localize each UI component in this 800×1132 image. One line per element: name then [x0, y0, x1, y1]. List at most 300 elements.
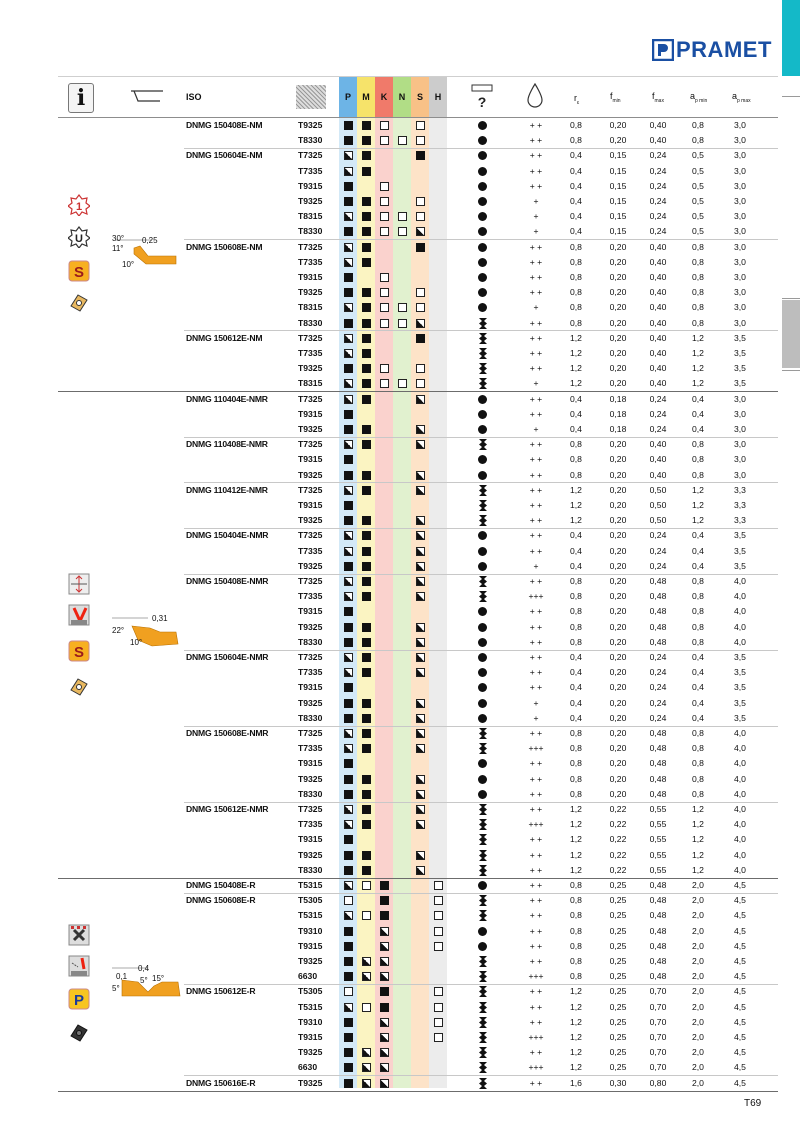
suitability-mark-s — [416, 653, 425, 662]
cell-fmax: 0,24 — [649, 393, 667, 404]
suitability-mark-m — [362, 744, 371, 753]
cell-fmax: 0,40 — [649, 469, 667, 480]
cell-apmax: 4,0 — [734, 621, 746, 632]
suitability-mark-p — [344, 547, 353, 556]
cell-rc: 1,6 — [570, 1077, 582, 1088]
grade-code: T8330 — [298, 712, 323, 723]
profile-label: 10° — [122, 260, 135, 269]
suitability-mark-m — [362, 364, 371, 373]
suitability-mark-m — [362, 243, 371, 252]
chip-dot-icon — [478, 182, 487, 191]
cell-fit: +++ — [528, 743, 544, 754]
suitability-mark-p — [344, 182, 353, 191]
table-row — [58, 787, 778, 802]
suitability-mark-m — [362, 866, 371, 875]
cell-fit: +++ — [528, 1062, 544, 1073]
suitability-mark-h — [434, 987, 443, 996]
grade-code: T7325 — [298, 241, 323, 252]
suitability-mark-h — [434, 927, 443, 936]
grade-code: T9325 — [298, 621, 323, 632]
grade-code: T7325 — [298, 576, 323, 586]
grade-code: T9325 — [298, 363, 323, 374]
suitability-mark-s — [416, 547, 425, 556]
cell-apmin: 0,5 — [692, 180, 704, 191]
cell-apmax: 3,5 — [734, 530, 746, 541]
iso-divider — [184, 726, 778, 727]
svg-text:?: ? — [477, 94, 487, 110]
cell-fmin: 0,25 — [609, 925, 627, 936]
grade-code: T9310 — [298, 1016, 323, 1027]
cell-apmin: 2,0 — [692, 1077, 704, 1088]
suitability-mark-m — [362, 258, 371, 267]
iso-divider — [184, 574, 778, 575]
cell-apmin: 1,2 — [692, 378, 704, 389]
cell-fit: + + — [529, 135, 543, 146]
cell-apmin: 0,4 — [692, 560, 704, 571]
cell-rc: 1,2 — [570, 834, 582, 845]
suitability-mark-p — [344, 638, 353, 647]
suitability-mark-n — [398, 227, 407, 236]
cell-apmax: 4,0 — [734, 804, 746, 814]
suitability-mark-k — [380, 379, 389, 388]
cell-fmax: 0,48 — [649, 636, 667, 647]
cell-apmax: 4,5 — [734, 956, 746, 966]
cell-rc: 0,8 — [570, 256, 582, 267]
cell-apmax: 4,0 — [734, 728, 746, 738]
suitability-mark-p — [344, 410, 353, 419]
suitability-mark-m — [362, 1079, 371, 1088]
chip-dot-icon — [478, 881, 487, 890]
iso-divider — [184, 650, 778, 651]
cell-rc: 0,8 — [570, 895, 582, 906]
cell-rc: 0,8 — [570, 317, 582, 328]
cell-apmin: 0,4 — [692, 682, 704, 693]
cell-apmax: 3,0 — [734, 226, 746, 237]
cell-fmax: 0,70 — [649, 1032, 667, 1042]
suitability-mark-k — [380, 136, 389, 145]
suitability-mark-m — [362, 699, 371, 708]
cell-apmax: 4,0 — [734, 591, 746, 602]
grade-code: T9325 — [298, 849, 323, 860]
cell-fit: + + — [529, 439, 543, 450]
cell-rc: 0,4 — [570, 408, 582, 419]
cell-fmin: 0,20 — [609, 317, 627, 328]
chip-bone-icon — [479, 576, 487, 587]
section-tab[interactable] — [782, 300, 800, 368]
cell-fmax: 0,48 — [649, 743, 667, 754]
suitability-mark-k — [380, 273, 389, 282]
grade-code: T9325 — [298, 424, 323, 434]
suitability-mark-m — [362, 334, 371, 343]
chip-dot-icon — [478, 121, 487, 130]
suitability-mark-k — [380, 1003, 389, 1012]
chip-dot-icon — [478, 425, 487, 434]
cell-fmax: 0,48 — [649, 621, 667, 632]
profile-label: 11° — [112, 244, 124, 253]
chip-dot-icon — [478, 395, 487, 404]
suitability-mark-p — [344, 683, 353, 692]
cell-fmin: 0,20 — [609, 530, 627, 541]
cell-apmin: 0,8 — [692, 454, 704, 465]
suitability-mark-h — [434, 1018, 443, 1027]
cell-fit: + + — [529, 408, 543, 419]
grade-code: T7325 — [298, 393, 323, 404]
chip-bone-icon — [479, 834, 487, 845]
suitability-mark-k — [380, 1063, 389, 1072]
suitability-mark-m — [362, 972, 371, 981]
suitability-mark-s — [416, 729, 425, 738]
brand-logo — [652, 37, 772, 63]
cell-fmax: 0,55 — [649, 804, 667, 814]
cell-fmax: 0,24 — [649, 652, 667, 662]
chip-bone-icon — [479, 318, 487, 329]
cell-fmax: 0,48 — [649, 956, 667, 966]
suitability-mark-s — [416, 699, 425, 708]
cell-fmin: 0,20 — [609, 378, 627, 389]
suitability-mark-m — [362, 379, 371, 388]
suitability-mark-s — [416, 288, 425, 297]
grade-code: T8315 — [298, 302, 323, 313]
suitability-mark-p — [344, 987, 353, 996]
iso-divider — [184, 802, 778, 803]
cell-fmin: 0,18 — [609, 393, 627, 404]
material-1-icon — [68, 194, 90, 216]
suitability-mark-p — [344, 1018, 353, 1027]
cell-apmin: 0,8 — [692, 621, 704, 632]
suitability-mark-s — [416, 212, 425, 221]
cell-apmin: 2,0 — [692, 1032, 704, 1042]
cell-fmax: 0,48 — [649, 925, 667, 936]
cell-apmin: 0,5 — [692, 226, 704, 237]
cell-apmin: 2,0 — [692, 1001, 704, 1012]
cell-fmax: 0,70 — [649, 1047, 667, 1058]
suitability-mark-k — [380, 927, 389, 936]
suitability-mark-p — [344, 851, 353, 860]
cell-fit: + + — [529, 363, 543, 374]
insert-shape-icon — [68, 292, 90, 314]
cell-rc: 1,2 — [570, 1047, 582, 1058]
cell-apmin: 0,5 — [692, 150, 704, 161]
cell-fit: + + — [529, 834, 543, 845]
suitability-mark-m — [362, 425, 371, 434]
iso-divider — [184, 330, 778, 331]
suitability-mark-m — [362, 288, 371, 297]
suitability-mark-m — [362, 653, 371, 662]
cell-fmin: 0,20 — [609, 606, 627, 617]
chip-bone-icon — [479, 819, 487, 830]
cell-apmax: 3,0 — [734, 439, 746, 450]
chip-dot-icon — [478, 410, 487, 419]
suitability-mark-p — [344, 562, 353, 571]
cell-apmax: 4,0 — [734, 758, 746, 769]
suitability-mark-s — [416, 136, 425, 145]
grade-code: T9315 — [298, 500, 323, 510]
suitability-mark-s — [416, 714, 425, 723]
material-header-m: M — [357, 77, 375, 117]
cell-fmin: 0,15 — [609, 196, 627, 206]
cell-apmin: 0,8 — [692, 135, 704, 146]
brand-mark-icon — [652, 39, 674, 61]
profile-label: 0,25 — [142, 236, 158, 245]
suitability-mark-m — [362, 881, 371, 890]
suitability-mark-n — [398, 136, 407, 145]
suitability-mark-m — [362, 197, 371, 206]
table-row — [58, 559, 778, 574]
cell-apmin: 0,8 — [692, 302, 704, 313]
suitability-mark-p — [344, 744, 353, 753]
cell-apmax: 3,3 — [734, 515, 746, 526]
cell-fmax: 0,40 — [649, 454, 667, 465]
cell-rc: 1,2 — [570, 500, 582, 510]
cell-fmin: 0,30 — [609, 1077, 627, 1088]
suitability-mark-m — [362, 577, 371, 586]
suitability-mark-s — [416, 227, 425, 236]
cell-apmin: 0,4 — [692, 697, 704, 708]
cell-apmax: 3,5 — [734, 712, 746, 723]
cell-fmax: 0,24 — [649, 530, 667, 541]
cell-fmin: 0,22 — [609, 864, 627, 875]
cell-fit: + + — [529, 940, 543, 951]
cell-apmax: 3,5 — [734, 697, 746, 708]
cell-apmin: 0,8 — [692, 576, 704, 586]
table-row — [58, 179, 778, 194]
chip-bone-icon — [479, 956, 487, 967]
cell-apmax: 4,5 — [734, 1016, 746, 1027]
cell-fmax: 0,40 — [649, 256, 667, 267]
cell-fmax: 0,70 — [649, 1001, 667, 1012]
suitability-mark-k — [380, 182, 389, 191]
cell-rc: 1,2 — [570, 819, 582, 830]
chip-dot-icon — [478, 471, 487, 480]
suitability-mark-k — [380, 1033, 389, 1042]
material-header-n: N — [393, 77, 411, 117]
suitability-mark-h — [434, 1033, 443, 1042]
cell-rc: 0,4 — [570, 712, 582, 723]
suitability-mark-k — [380, 364, 389, 373]
suitability-mark-n — [398, 212, 407, 221]
suitability-mark-h — [434, 942, 443, 951]
cell-rc: 0,8 — [570, 758, 582, 769]
cell-apmax: 3,5 — [734, 363, 746, 374]
cell-rc: 0,4 — [570, 545, 582, 556]
suitability-mark-m — [362, 151, 371, 160]
cell-fmax: 0,40 — [649, 439, 667, 450]
suitability-mark-k — [380, 972, 389, 981]
cell-fmax: 0,70 — [649, 986, 667, 997]
cell-rc: 0,8 — [570, 272, 582, 282]
suitability-mark-p — [344, 957, 353, 966]
iso-code: DNMG 150604E-NMR — [186, 652, 269, 662]
cell-apmax: 4,5 — [734, 895, 746, 906]
section-tab-active[interactable] — [782, 0, 800, 76]
cell-apmin: 0,4 — [692, 667, 704, 678]
suitability-mark-p — [344, 379, 353, 388]
cell-apmax: 4,0 — [734, 819, 746, 830]
grade-code: T9315 — [298, 682, 323, 693]
table-row — [58, 148, 778, 163]
cell-apmax: 3,0 — [734, 302, 746, 313]
cell-fmin: 0,20 — [609, 515, 627, 526]
suitability-mark-s — [416, 471, 425, 480]
cell-fmin: 0,25 — [609, 956, 627, 966]
cell-apmax: 3,0 — [734, 196, 746, 206]
cell-apmin: 0,8 — [692, 272, 704, 282]
cell-fit: + — [533, 378, 539, 389]
chip-bone-icon — [479, 804, 487, 815]
cell-fmin: 0,20 — [609, 652, 627, 662]
cell-apmax: 3,0 — [734, 272, 746, 282]
chip-dot-icon — [478, 288, 487, 297]
cell-rc: 0,4 — [570, 226, 582, 237]
suitability-mark-m — [362, 775, 371, 784]
cell-rc: 0,8 — [570, 956, 582, 966]
suitability-mark-p — [344, 501, 353, 510]
grade-code: T7325 — [298, 439, 323, 450]
table-bottom-line — [58, 1091, 778, 1092]
cell-fmin: 0,22 — [609, 819, 627, 830]
cell-apmin: 0,8 — [692, 728, 704, 738]
table-row — [58, 893, 778, 908]
table-row — [58, 422, 778, 437]
material-header-k: K — [375, 77, 393, 117]
suitability-mark-m — [362, 729, 371, 738]
chip-bone-icon — [479, 333, 487, 344]
chip-bone-icon — [479, 500, 487, 511]
table-row — [58, 711, 778, 726]
suitability-mark-m — [362, 471, 371, 480]
cell-rc: 1,2 — [570, 1032, 582, 1042]
grade-texture-icon — [296, 85, 326, 109]
cell-apmax: 3,5 — [734, 652, 746, 662]
cell-apmax: 3,5 — [734, 378, 746, 389]
suitability-mark-p — [344, 364, 353, 373]
suitability-mark-p — [344, 759, 353, 768]
cell-fmin: 0,20 — [609, 667, 627, 678]
cell-fit: + + — [529, 621, 543, 632]
suitability-mark-h — [434, 896, 443, 905]
iso-divider — [184, 984, 778, 985]
cell-fit: + + — [529, 256, 543, 267]
cell-apmax: 4,0 — [734, 773, 746, 784]
iso-divider — [184, 437, 778, 438]
cell-apmax: 3,0 — [734, 165, 746, 176]
cell-apmin: 2,0 — [692, 1016, 704, 1027]
cell-fit: + + — [529, 667, 543, 678]
cell-apmax: 4,5 — [734, 971, 746, 982]
cell-fmin: 0,20 — [609, 469, 627, 480]
cell-apmin: 1,2 — [692, 484, 704, 495]
cell-apmax: 3,0 — [734, 424, 746, 434]
suitability-mark-p — [344, 1003, 353, 1012]
table-row — [58, 924, 778, 939]
cell-fmin: 0,20 — [609, 135, 627, 146]
table-row — [58, 741, 778, 756]
chip-bone-icon — [479, 850, 487, 861]
profile-label: 0,1 — [116, 972, 128, 981]
suitability-mark-m — [362, 395, 371, 404]
cell-rc: 1,2 — [570, 484, 582, 495]
cell-fit: + + — [529, 895, 543, 906]
cell-apmin: 0,8 — [692, 439, 704, 450]
table-row — [58, 513, 778, 528]
rc-header: $r_\varepsilon$ — [574, 93, 580, 106]
cell-apmin: 0,4 — [692, 424, 704, 434]
chip-dot-icon — [478, 531, 487, 540]
chipbreaker-question-icon[interactable] — [470, 83, 494, 111]
chip-bone-icon — [479, 515, 487, 526]
apmin-header: $a_{p min}$ — [690, 91, 708, 104]
cell-apmin: 0,5 — [692, 211, 704, 222]
cell-rc: 1,2 — [570, 864, 582, 875]
suitability-mark-p — [344, 942, 353, 951]
cell-fit: + + — [529, 925, 543, 936]
suitability-mark-m — [362, 820, 371, 829]
info-icon[interactable]: i — [68, 83, 94, 113]
suitability-mark-s — [416, 303, 425, 312]
cell-fmax: 0,50 — [649, 484, 667, 495]
suitability-mark-p — [344, 577, 353, 586]
suitability-mark-k — [380, 957, 389, 966]
grade-code: T9325 — [298, 515, 323, 526]
cell-fmax: 0,24 — [649, 424, 667, 434]
cell-apmin: 1,2 — [692, 500, 704, 510]
suitability-mark-p — [344, 303, 353, 312]
suitability-mark-k — [380, 212, 389, 221]
cell-fit: + + — [529, 500, 543, 510]
suitability-mark-s — [416, 197, 425, 206]
cell-apmax: 3,0 — [734, 393, 746, 404]
cell-fit: + — [533, 226, 539, 237]
suitability-mark-k — [380, 121, 389, 130]
grade-code: T7335 — [298, 348, 323, 358]
cell-apmax: 4,5 — [734, 910, 746, 921]
cell-rc: 1,2 — [570, 1016, 582, 1027]
cell-fit: + + — [529, 864, 543, 875]
suitability-mark-p — [344, 790, 353, 799]
cell-apmax: 3,0 — [734, 150, 746, 161]
chip-dot-icon — [478, 197, 487, 206]
cell-fit: + + — [529, 636, 543, 647]
suitability-mark-p — [344, 486, 353, 495]
grade-code: 6630 — [298, 1062, 318, 1073]
iso-divider — [184, 893, 778, 894]
cell-rc: 0,8 — [570, 287, 582, 298]
suitability-mark-m — [362, 1048, 371, 1057]
cell-apmax: 3,0 — [734, 211, 746, 222]
table-row — [58, 908, 778, 923]
cell-fit: + + — [529, 1001, 543, 1012]
cell-rc: 0,4 — [570, 211, 582, 222]
grade-code: T9325 — [298, 1047, 323, 1058]
cell-rc: 0,4 — [570, 697, 582, 708]
cell-fmax: 0,40 — [649, 241, 667, 252]
suitability-mark-m — [362, 592, 371, 601]
table-row — [58, 316, 778, 331]
suitability-mark-s — [416, 531, 425, 540]
table-row — [58, 680, 778, 695]
grade-code: T5305 — [298, 895, 323, 906]
cell-apmax: 4,5 — [734, 986, 746, 997]
svg-text:S: S — [73, 264, 85, 281]
cell-fit: +++ — [528, 1032, 544, 1042]
cell-apmin: 0,8 — [692, 591, 704, 602]
cell-fmin: 0,20 — [609, 500, 627, 510]
suitability-mark-m — [362, 531, 371, 540]
suitability-mark-m — [362, 851, 371, 860]
table-row — [58, 194, 778, 209]
chip-dot-icon — [478, 790, 487, 799]
chip-dot-icon — [478, 775, 487, 784]
